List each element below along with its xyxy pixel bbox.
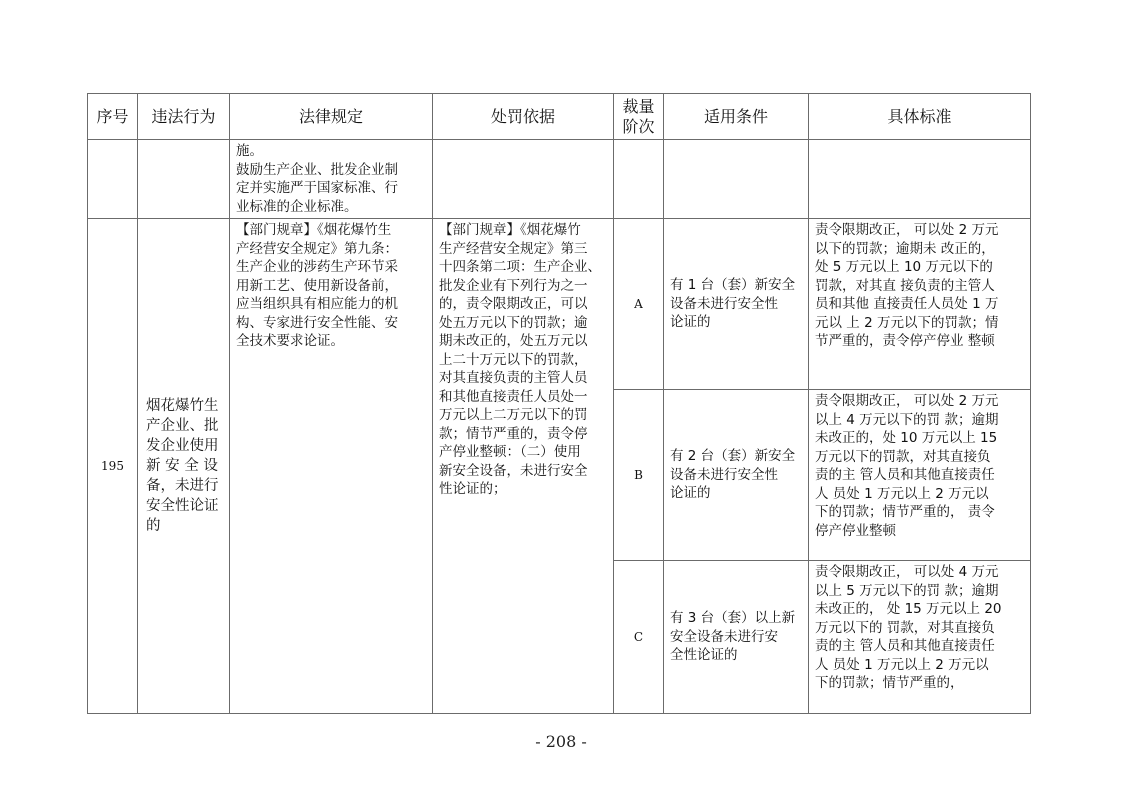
- header-seq: 序号: [88, 94, 138, 140]
- penalty-discretion-table: [87, 93, 1031, 714]
- continuation-law-line: 鼓励生产企业、批发企业制: [236, 161, 398, 178]
- header-level-line1: 裁量: [622, 96, 655, 116]
- standard-line: 处 5 万元以上 10 万元以下的: [815, 259, 993, 275]
- standard-line: 停产停业整顿: [815, 522, 896, 539]
- violation-line: 发企业使用: [146, 438, 219, 454]
- entry-law-cell: [230, 219, 433, 714]
- standard-line: 责令限期改正， 可以处 2 万元: [815, 222, 999, 238]
- standard-line: 万元以下的罚款，对其直接负: [815, 448, 991, 465]
- header-standard: 具体标准: [809, 94, 1031, 140]
- level-a-condition-cell: [664, 219, 809, 390]
- standard-line: 员和其他 直接责任人员处 1 万: [815, 296, 999, 312]
- basis-line: 十四条第二项：生产企业、: [439, 259, 601, 275]
- basis-line: 生产经营安全规定》第三: [439, 240, 588, 257]
- basis-line: 新安全设备，未进行安全: [439, 462, 588, 479]
- condition-line: 论证的: [670, 485, 711, 502]
- law-line: 生产企业的涉药生产环节采: [236, 259, 398, 275]
- continuation-condition-cell: [664, 140, 809, 219]
- level-b-standard-cell: [809, 390, 1031, 561]
- law-line: 产经营安全规定》第九条：: [236, 240, 398, 257]
- law-line: 全技术要求论证。: [236, 333, 344, 349]
- header-level: [614, 94, 664, 140]
- standard-line: 责的主 管人员和其他直接责任: [815, 467, 995, 483]
- level-c-cell: [614, 561, 664, 714]
- basis-line: 上二十万元以下的罚款，: [439, 351, 588, 368]
- condition-line: 安全设备未进行安: [670, 628, 778, 645]
- standard-line: 元以 上 2 万元以下的罚款；情: [815, 314, 999, 331]
- standard-line: 罚款，对其直 接负责的主管人: [815, 277, 995, 294]
- level-a-standard-cell: [809, 219, 1031, 390]
- condition-line: 有 2 台（套）新安全: [670, 448, 796, 465]
- basis-line: 和其他直接责任人员处一: [439, 388, 588, 405]
- violation-line: 产企业、批: [146, 418, 219, 434]
- standard-line: 以上 5 万元以下的罚 款；逾期: [815, 582, 999, 599]
- header-condition: 适用条件: [664, 94, 809, 140]
- continuation-seq-cell: [88, 140, 138, 219]
- standard-line: 人 员处 1 万元以上 2 万元以: [815, 485, 989, 502]
- level-b-label: B: [634, 467, 643, 482]
- continuation-law-line: 定并实施严于国家标准、行: [236, 180, 398, 196]
- law-line: 【部门规章】《烟花爆竹生: [236, 222, 392, 238]
- header-basis: 处罚依据: [433, 94, 614, 140]
- standard-line: 责的主 管人员和其他直接责任: [815, 638, 995, 654]
- condition-line: 有 3 台（套）以上新: [670, 610, 796, 627]
- continuation-law-cell: [230, 140, 433, 219]
- basis-line: 万元以上二万元以下的罚: [439, 407, 588, 423]
- level-c-label: C: [633, 629, 644, 644]
- condition-line: 论证的: [670, 314, 711, 331]
- continuation-violation-cell: [138, 140, 230, 219]
- basis-line: 性论证的；: [439, 481, 507, 497]
- table-header-row: [88, 94, 1031, 140]
- standard-line: 节严重的，责令停产停业 整顿: [815, 333, 995, 349]
- standard-line: 人 员处 1 万元以上 2 万元以: [815, 656, 989, 673]
- violation-line: 备，未进行: [146, 478, 219, 494]
- entry-basis-cell: [433, 219, 614, 714]
- entry-violation-cell: [138, 219, 230, 714]
- condition-line: 设备未进行安全性: [670, 466, 778, 483]
- standard-line: 以下的罚款；逾期未 改正的，: [815, 240, 995, 257]
- level-b-condition-cell: [664, 390, 809, 561]
- level-a-cell: [614, 219, 664, 390]
- violation-line: 烟花爆竹生: [146, 398, 219, 414]
- level-b-cell: [614, 390, 664, 561]
- condition-line: 设备未进行安全性: [670, 295, 778, 312]
- standard-line: 万元以下的 罚款，对其直接负: [815, 619, 995, 636]
- condition-line: 有 1 台（套）新安全: [670, 277, 796, 294]
- basis-line: 【部门规章】《烟花爆竹: [439, 222, 581, 238]
- basis-line: 批发企业有下列行为之一: [439, 277, 588, 294]
- level-a-label: A: [634, 296, 643, 311]
- basis-line: 对其直接负责的主管人员: [439, 370, 588, 386]
- entry-seq: 195: [101, 458, 124, 473]
- law-line: 构、专家进行安全性能、安: [236, 314, 398, 331]
- continuation-law-line: 业标准的企业标准。: [236, 198, 358, 215]
- basis-line: 产停业整顿：（二）使用: [439, 444, 581, 460]
- standard-line: 未改正的，处 10 万元以上 15: [815, 430, 998, 446]
- violation-line: 安全性论证: [146, 498, 219, 514]
- standard-line: 未改正的， 处 15 万元以上 20: [815, 601, 1002, 617]
- law-line: 应当组织具有相应能力的机: [236, 296, 398, 312]
- header-level-line2: 阶次: [622, 116, 655, 136]
- header-violation: 违法行为: [138, 94, 230, 140]
- table-row-level-a: [88, 219, 1031, 390]
- header-law: 法律规定: [230, 94, 433, 140]
- law-line: 用新工艺、使用新设备前，: [236, 277, 398, 294]
- page-number: - 208 -: [535, 732, 587, 751]
- level-c-condition-cell: [664, 561, 809, 714]
- standard-line: 责令限期改正， 可以处 2 万元: [815, 393, 999, 409]
- level-c-standard-cell: [809, 561, 1031, 714]
- standard-line: 责令限期改正， 可以处 4 万元: [815, 564, 999, 580]
- basis-line: 期未改正的，处五万元以: [439, 333, 588, 349]
- standard-line: 下的罚款；情节严重的， 责令: [815, 504, 995, 520]
- basis-line: 处五万元以下的罚款；逾: [439, 314, 588, 331]
- continuation-row: [88, 140, 1031, 219]
- continuation-basis-cell: [433, 140, 614, 219]
- basis-line: 的，责令限期改正，可以: [439, 296, 588, 312]
- entry-seq-cell: [88, 219, 138, 714]
- continuation-standard-cell: [809, 140, 1031, 219]
- basis-line: 款；情节严重的，责令停: [439, 425, 588, 442]
- continuation-law-line: 施。: [236, 143, 263, 159]
- violation-line: 新 安 全 设: [146, 458, 218, 474]
- continuation-level-cell: [614, 140, 664, 219]
- standard-line: 以上 4 万元以下的罚 款；逾期: [815, 411, 999, 428]
- violation-line: 的: [146, 518, 161, 534]
- standard-line: 下的罚款；情节严重的，: [815, 675, 964, 691]
- condition-line: 全性论证的: [670, 647, 738, 664]
